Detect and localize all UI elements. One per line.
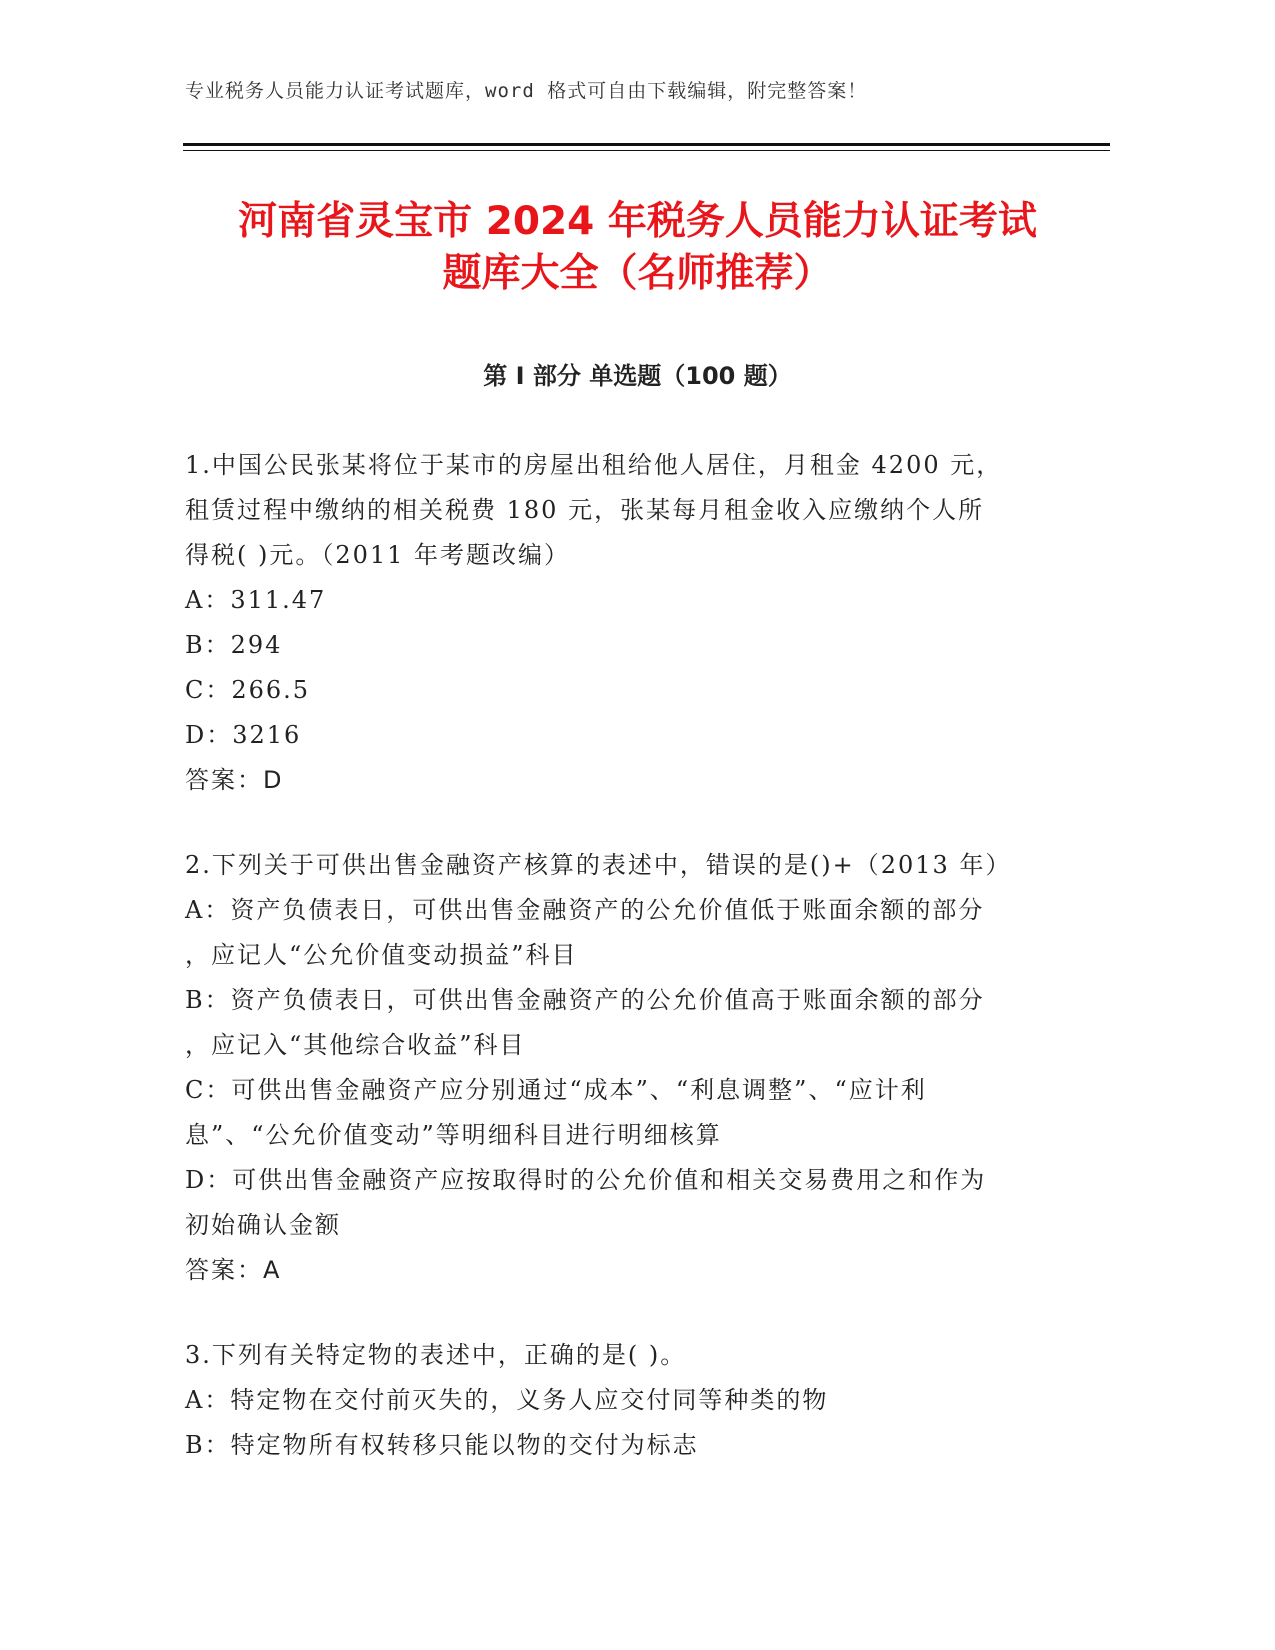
question-1-option-a: A：311.47 bbox=[185, 586, 327, 614]
question-1 bbox=[185, 443, 1075, 803]
title-line-2: 题库大全（名师推荐） bbox=[442, 251, 833, 296]
question-2-option-a-line-2: ，应记人“公允价值变动损益”科目 bbox=[185, 941, 578, 969]
question-3-stem bbox=[185, 1333, 1075, 1378]
question-1-stem bbox=[185, 443, 1075, 578]
question-2-option-c-line-1: C：可供出售金融资产应分别通过“成本”、“利息调整”、“应计利 bbox=[185, 1076, 927, 1104]
question-1-option-c: C：266.5 bbox=[185, 676, 311, 704]
question-2-answer: 答案：A bbox=[185, 1256, 282, 1284]
question-3-option-a: A：特定物在交付前灭失的，义务人应交付同等种类的物 bbox=[185, 1386, 829, 1414]
header-rule-thin bbox=[183, 150, 1110, 151]
document-title bbox=[150, 196, 1125, 300]
question-3 bbox=[185, 1333, 1075, 1468]
question-2-option-b-line-1: B：资产负债表日，可供出售金融资产的公允价值高于账面余额的部分 bbox=[185, 986, 985, 1014]
question-3-option-b: B：特定物所有权转移只能以物的交付为标志 bbox=[185, 1431, 699, 1459]
question-1-option-d: D：3216 bbox=[185, 721, 302, 749]
question-1-stem-line: 租赁过程中缴纳的相关税费 180 元，张某每月租金收入应缴纳个人所 bbox=[185, 496, 985, 524]
header-note: 专业税务人员能力认证考试题库，word 格式可自由下载编辑，附完整答案！ bbox=[185, 80, 868, 102]
question-1-stem-line: 得税( )元。（2011 年考题改编） bbox=[185, 541, 571, 569]
header-rule-thick bbox=[183, 143, 1110, 146]
question-1-stem-line: 1.中国公民张某将位于某市的房屋出租给他人居住，月租金 4200 元， bbox=[185, 451, 1003, 479]
question-3-stem-line: 3.下列有关特定物的表述中，正确的是( )。 bbox=[185, 1341, 687, 1369]
question-2-option-d-line-1: D：可供出售金融资产应按取得时的公允价值和相关交易费用之和作为 bbox=[185, 1166, 987, 1194]
title-line-1: 河南省灵宝市 2024 年税务人员能力认证考试 bbox=[238, 199, 1037, 244]
question-1-answer: 答案：D bbox=[185, 766, 284, 794]
question-2-option-c-line-2: 息”、“公允价值变动”等明细科目进行明细核算 bbox=[185, 1121, 722, 1149]
question-2-option-a-line-1: A：资产负债表日，可供出售金融资产的公允价值低于账面余额的部分 bbox=[185, 896, 985, 924]
question-2-stem bbox=[185, 843, 1075, 888]
question-2-option-d-line-2: 初始确认金额 bbox=[185, 1211, 341, 1239]
question-1-option-b: B：294 bbox=[185, 631, 283, 659]
section-title: 第 I 部分 单选题（100 题） bbox=[483, 362, 792, 390]
question-2-stem-line: 2.下列关于可供出售金融资产核算的表述中，错误的是()+（2013 年） bbox=[185, 851, 1012, 879]
question-2 bbox=[185, 843, 1075, 1293]
question-list bbox=[185, 443, 1075, 1508]
question-2-option-b-line-2: ，应记入“其他综合收益”科目 bbox=[185, 1031, 526, 1059]
